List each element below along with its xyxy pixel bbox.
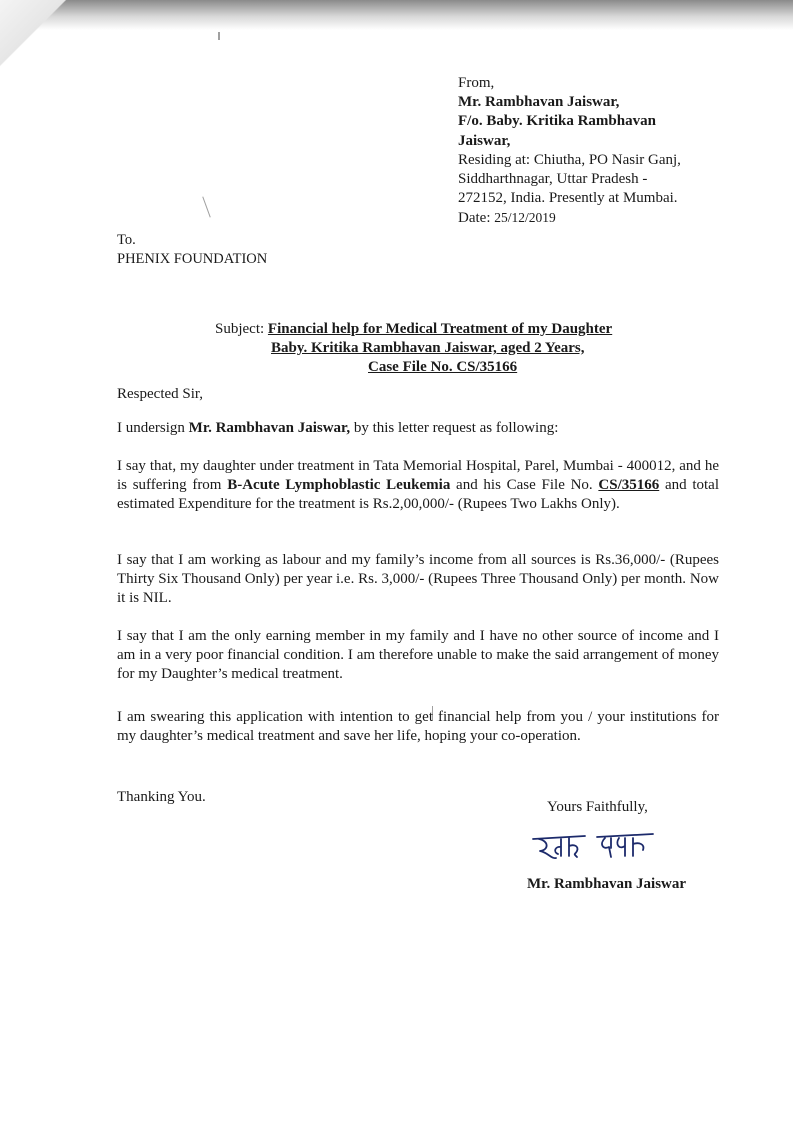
case-number: CS/35166	[598, 477, 660, 493]
recipient-block	[117, 231, 267, 269]
date-value: 25/12/2019	[494, 210, 556, 226]
paragraph-financial-condition: I say that I am the only earning member in my family and I have no other source of income and I am in a very poor financial condition. I am therefore unable to make the said arrangement of money for my Daughter’s medical treatment.	[117, 628, 719, 682]
thanks-line: Thanking You.	[117, 789, 206, 805]
letter-date: Date: 25/12/2019	[458, 210, 556, 227]
subject-block	[210, 320, 670, 377]
folded-corner	[0, 0, 75, 70]
diagnosis: B-Acute Lymphoblastic Leukemia	[227, 477, 451, 493]
sender-address: 272152, India. Presently at Mumbai.	[458, 190, 678, 207]
subject-line: Subject: Financial help for Medical Treatment of my Daughter	[215, 321, 613, 337]
to-label: To.	[117, 232, 136, 248]
sender-block	[458, 74, 748, 229]
scan-mark	[202, 196, 210, 217]
sender-relation: F/o. Baby. Kritika Rambhavan	[458, 113, 656, 130]
scan-mark	[218, 32, 220, 40]
subject-label: Subject:	[215, 321, 268, 337]
signer-name: Mr. Rambhavan Jaiswar	[527, 876, 687, 892]
sender-address: Residing at: Chiutha, PO Nasir Ganj,	[458, 151, 681, 168]
closing: Yours Faithfully,	[547, 799, 648, 815]
paragraph-request: I am swearing this application with intention to get financial help from you / your institutions for my daughter’s medical treatment and save her life, hoping your co-operation.	[117, 709, 719, 744]
sender-name: Mr. Rambhavan Jaiswar,	[458, 94, 620, 111]
sender-relation-cont: Jaiswar,	[458, 132, 511, 149]
paragraph-treatment: I say that, my daughter under treatment in Tata Memorial Hospital, Parel, Mumbai - 400012, and he is suffering from B-Acute Lymphoblastic Leukemia and his Case File No. CS/35166 and total estimated Expenditure for the treatment is Rs.2,00,000/- (Rupees Two Lakhs Only).	[117, 458, 719, 512]
from-label: From,	[458, 75, 495, 91]
intro-paragraph: I undersign Mr. Rambhavan Jaiswar, by this letter request as following:	[117, 420, 559, 436]
recipient-name: PHENIX FOUNDATION	[117, 251, 268, 267]
scan-shadow	[0, 0, 793, 30]
paragraph-income: I say that I am working as labour and my family’s income from all sources is Rs.36,000/- (Rupees Thirty Six Thousand Only) per year i.e. Rs. 3,000/- (Rupees Three Thousand Only) per month. Now it is NIL.	[117, 552, 719, 606]
sender-address: Siddharthnagar, Uttar Pradesh -	[458, 171, 648, 188]
handwritten-signature	[527, 826, 657, 864]
salutation: Respected Sir,	[117, 386, 204, 402]
applicant-name: Mr. Rambhavan Jaiswar,	[188, 420, 351, 436]
subject-line: Baby. Kritika Rambhavan Jaiswar, aged 2 Years,	[271, 340, 585, 356]
subject-line: Case File No. CS/35166	[368, 359, 518, 375]
